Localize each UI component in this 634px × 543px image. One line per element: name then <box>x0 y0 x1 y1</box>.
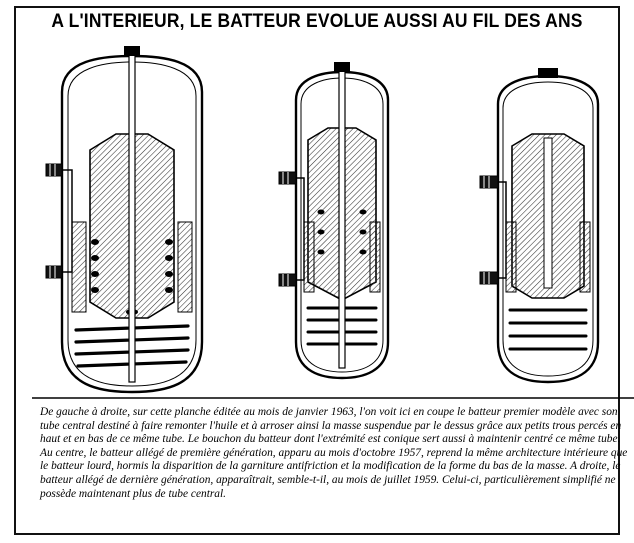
caption <box>40 406 632 501</box>
caption-paragraph-1: De gauche à droite, sur cette planche éditée au mois de janvier 1963, l'on voit ici en coupe le batteur premier modèle avec son tube central destiné à faire remonter l'huile et à arroser ainsi la masse suspendue par le dessus grâce aux petits trous percés en haut et en bas de ce même tube. Le bouchon du batteur dont l'extrémité est conique sert aussi à maintenir centré ce même tube. <box>40 406 622 446</box>
plate-title: A L'INTERIEUR, LE BATTEUR EVOLUE AUSSI AU FIL DES ANS <box>51 11 583 32</box>
damper-cutaway-diagram <box>32 42 634 400</box>
center-damper-cutaway <box>279 62 388 378</box>
right-damper-cutaway <box>480 68 598 382</box>
left-damper-cutaway <box>46 46 202 392</box>
caption-paragraph-2: Au centre, le batteur allégé de première génération, apparu au mois d'octobre 1957, reprend la même architecture intérieure que le batteur lourd, hormis la disparition de la garniture antifriction et la modification de la forme du bas de la masse. A droite, le batteur allégé de dernière génération, apparaîtrait, semble-t-il, au mois de juillet 1959. Celui-ci, particulièrement simplifié ne possède maintenant plus de tube central. <box>40 446 628 500</box>
illustration-frame <box>14 6 628 535</box>
